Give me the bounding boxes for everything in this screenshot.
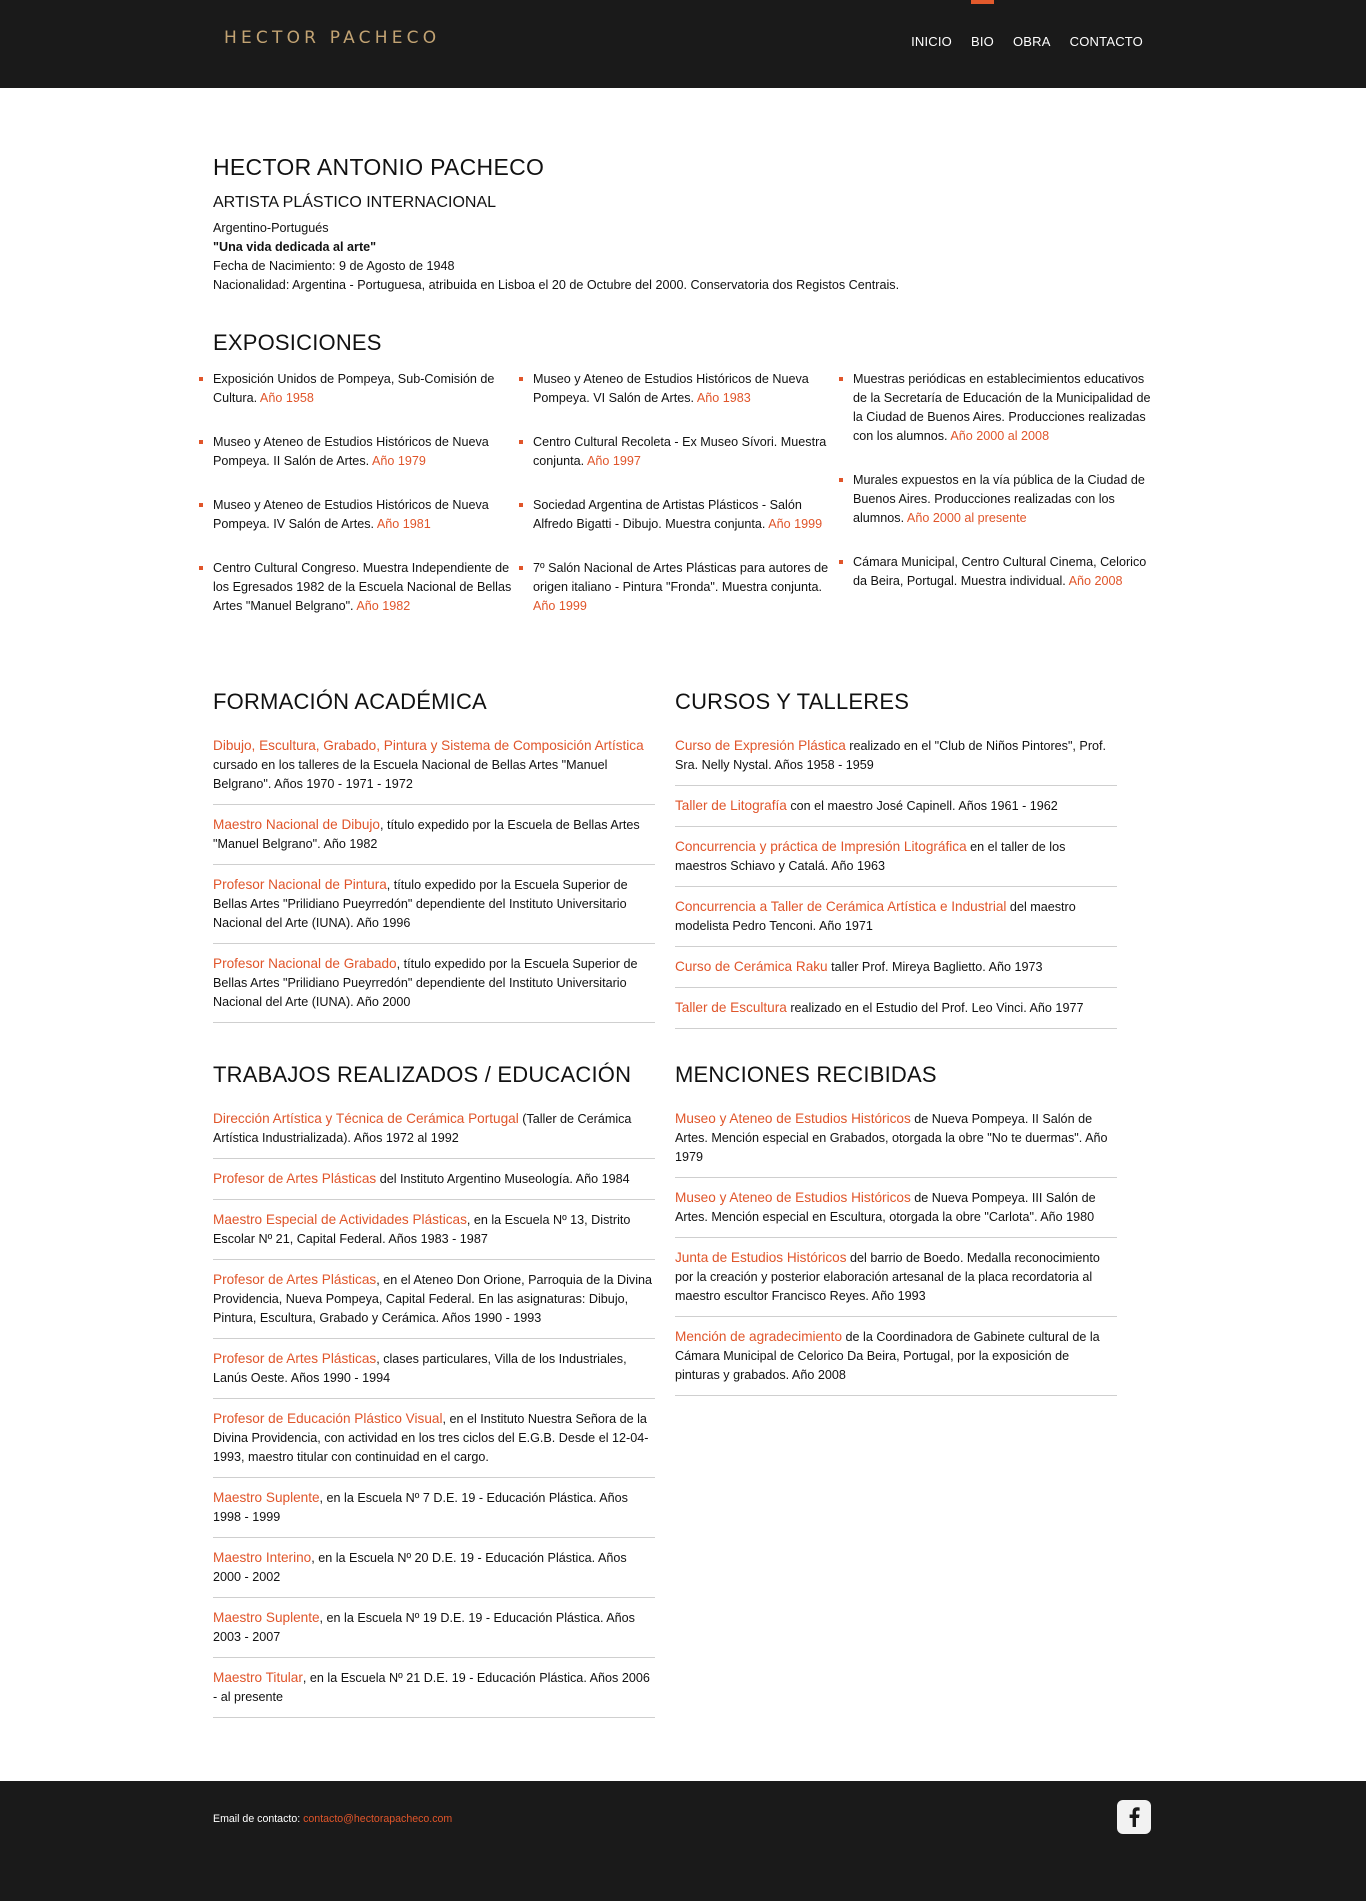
menciones-entry-text: de Nueva Pompeya. III Salón de Artes. Mención especial en Escultura, otorgada la obre "Carlota". Año 1980 xyxy=(675,1191,1096,1224)
main-nav xyxy=(892,34,1143,49)
exposicion-text: Museo y Ateneo de Estudios Históricos de Nueva Pompeya. VI Salón de Artes. xyxy=(533,372,809,405)
trabajos-entry-title: Maestro Especial de Actividades Plásticas xyxy=(213,1212,467,1227)
bio-details xyxy=(213,219,899,295)
email-link[interactable]: contacto@hectorapacheco.com xyxy=(303,1813,453,1825)
cursos-entry-text: con el maestro José Capinell. Años 1961 - 1962 xyxy=(786,799,1058,813)
formacion-entry-text: , título expedido por la Escuela Superior de Bellas Artes "Prilidiano Pueyrredón" dependiente del Instituto Universitario Nacional del Arte (IUNA). Año 1996 xyxy=(213,878,628,930)
exposicion-item xyxy=(853,370,1153,446)
exposicion-item xyxy=(213,370,513,408)
page-title: HECTOR ANTONIO PACHECO xyxy=(213,154,545,180)
formacion-entry xyxy=(213,805,655,865)
exposicion-year: Año 1983 xyxy=(696,391,751,405)
trabajos-entry-text: , en el Ateneo Don Orione, Parroquia de la Divina Providencia, Nueva Pompeya, Capital Federal. En las asignaturas: Dibujo, Pintura, Escultura, Grabado y Cerámica. Años 1990 - 1993 xyxy=(213,1273,653,1325)
exposiciones-column-2 xyxy=(533,370,833,641)
menciones-entry-title: Mención de agradecimiento xyxy=(675,1329,843,1344)
formacion-entry-text: , título expedido por la Escuela Superior de Bellas Artes "Prilidiano Pueyrredón" dependiente del Instituto Universitario Nacional del Arte (IUNA). Año 2000 xyxy=(213,957,638,1009)
trabajos-entry-title: Profesor de Educación Plástico Visual xyxy=(213,1411,443,1426)
exposicion-item xyxy=(533,433,833,471)
site-header xyxy=(0,0,1366,88)
exposicion-text: Centro Cultural Congreso. Muestra Independiente de los Egresados 1982 de la Escuela Nacional de Bellas Artes "Manuel Belgrano". xyxy=(213,561,512,613)
formacion-heading: FORMACIÓN ACADÉMICA xyxy=(213,689,487,714)
exposicion-text: Centro Cultural Recoleta - Ex Museo Sívori. Muestra conjunta. xyxy=(533,435,827,468)
exposicion-text: Muestras periódicas en establecimientos educativos de la Secretaría de Educación de la Municipalidad de la Ciudad de Buenos Aires. Producciones realizadas con los alumnos. xyxy=(853,372,1151,443)
exposiciones-column-3 xyxy=(853,370,1153,616)
cursos-entry-title: Curso de Expresión Plástica xyxy=(675,738,846,753)
trabajos-entry-text: , en el Instituto Nuestra Señora de la Divina Providencia, con actividad en los tres ciclos del E.G.B. Desde el 12-04-1993, maestro titular con continuidad en el cargo. xyxy=(213,1412,649,1464)
trabajos-entry-title: Maestro Interino xyxy=(213,1550,312,1565)
cursos-entry xyxy=(675,786,1117,827)
formacion-entry-title: Dibujo, Escultura, Grabado, Pintura y Sistema de Composición Artística xyxy=(213,738,644,753)
menciones-entry-text: de Nueva Pompeya. II Salón de Artes. Mención especial en Grabados, otorgada la obre "No te duermas". Año 1979 xyxy=(675,1112,1108,1164)
exposicion-item xyxy=(853,471,1153,528)
trabajos-entry-text: , en la Escuela Nº 7 D.E. 19 - Educación Plástica. Años 1998 - 1999 xyxy=(213,1491,628,1524)
exposicion-item xyxy=(533,370,833,408)
exposicion-item xyxy=(533,496,833,534)
trabajos-entry-text: , clases particulares, Villa de los Industriales, Lanús Oeste. Años 1990 - 1994 xyxy=(213,1352,627,1385)
exposicion-text: Exposición Unidos de Pompeya, Sub-Comisión de Cultura. xyxy=(213,372,495,405)
exposicion-item xyxy=(213,559,513,616)
exposicion-year: Año 1958 xyxy=(259,391,314,405)
trabajos-entry xyxy=(213,1478,655,1538)
exposiciones-heading: EXPOSICIONES xyxy=(213,330,382,355)
trabajos-entry-title: Maestro Titular xyxy=(213,1670,303,1685)
trabajos-entry-title: Dirección Artística y Técnica de Cerámica Portugal xyxy=(213,1111,519,1126)
cursos-entry xyxy=(675,887,1117,947)
cursos-entry-text: en el taller de los maestros Schiavo y Catalá. Año 1963 xyxy=(675,840,1066,873)
cursos-entry-title: Concurrencia a Taller de Cerámica Artística e Industrial xyxy=(675,899,1007,914)
page-subtitle: ARTISTA PLÁSTICO INTERNACIONAL xyxy=(213,194,497,211)
cursos-heading: CURSOS Y TALLERES xyxy=(675,689,910,714)
exposicion-text: Sociedad Argentina de Artistas Plásticos - Salón Alfredo Bigatti - Dibujo. Muestra conjunta. xyxy=(533,498,802,531)
menciones-entry-text: del barrio de Boedo. Medalla reconocimiento por la creación y posterior elaboración artesanal de la placa recordatoria al maestro escultor Francisco Reyes. Año 1993 xyxy=(675,1251,1100,1303)
cursos-entry-text: realizado en el "Club de Niños Pintores", Prof. Sra. Nelly Nystal. Años 1958 - 1959 xyxy=(675,739,1107,772)
menciones-entry-title: Junta de Estudios Históricos xyxy=(675,1250,847,1265)
nav-contacto[interactable]: CONTACTO xyxy=(1069,34,1143,49)
cursos-list xyxy=(675,726,1117,1029)
formacion-entry xyxy=(213,865,655,944)
facebook-icon[interactable] xyxy=(1117,1800,1151,1834)
formacion-entry-title: Maestro Nacional de Dibujo xyxy=(213,817,380,832)
site-footer xyxy=(0,1781,1366,1901)
exposicion-text: Museo y Ateneo de Estudios Históricos de Nueva Pompeya. IV Salón de Artes. xyxy=(213,498,489,531)
trabajos-entry-text: , en la Escuela Nº 20 D.E. 19 - Educación Plástica. Años 2000 - 2002 xyxy=(213,1551,627,1584)
cursos-entry xyxy=(675,947,1117,988)
email-label: Email de contacto: xyxy=(213,1813,301,1825)
menciones-entry xyxy=(675,1178,1117,1238)
trabajos-heading: TRABAJOS REALIZADOS / EDUCACIÓN xyxy=(213,1062,632,1087)
nav-bio[interactable]: BIO xyxy=(971,34,994,49)
menciones-entry-title: Museo y Ateneo de Estudios Históricos xyxy=(675,1190,911,1205)
trabajos-entry-text: , en la Escuela Nº 19 D.E. 19 - Educación Plástica. Años 2003 - 2007 xyxy=(213,1611,635,1644)
exposicion-year: Año 2000 al presente xyxy=(906,511,1027,525)
formacion-entry-text: , título expedido por la Escuela de Bellas Artes "Manuel Belgrano". Año 1982 xyxy=(213,818,640,851)
formacion-list xyxy=(213,726,655,1023)
exposicion-year: Año 1999 xyxy=(533,599,587,613)
cursos-entry xyxy=(675,988,1117,1029)
exposiciones-column-1 xyxy=(213,370,513,641)
exposicion-text: 7º Salón Nacional de Artes Plásticas para autores de origen italiano - Pintura "Fronda". Muestra conjunta. xyxy=(533,561,829,594)
trabajos-entry-title: Maestro Suplente xyxy=(213,1610,320,1625)
trabajos-entry xyxy=(213,1658,655,1718)
exposicion-text: Museo y Ateneo de Estudios Históricos de Nueva Pompeya. II Salón de Artes. xyxy=(213,435,489,468)
trabajos-entry xyxy=(213,1200,655,1260)
facebook-glyph xyxy=(1127,1807,1141,1827)
footer-email xyxy=(213,1813,452,1825)
cursos-entry-text: del maestro modelista Pedro Tenconi. Año 1971 xyxy=(675,900,1076,933)
formacion-entry-title: Profesor Nacional de Grabado xyxy=(213,956,397,971)
site-logo[interactable]: HECTOR PACHECO xyxy=(224,28,441,48)
exposicion-item xyxy=(213,496,513,534)
cursos-entry-title: Concurrencia y práctica de Impresión Litográfica xyxy=(675,839,967,854)
bio-origin: Argentino-Portugués xyxy=(213,221,329,235)
trabajos-entry-text: , en la Escuela Nº 21 D.E. 19 - Educación Plástica. Años 2006 - al presente xyxy=(213,1671,650,1704)
exposicion-year: Año 1997 xyxy=(586,454,641,468)
cursos-entry-text: taller Prof. Mireya Baglietto. Año 1973 xyxy=(827,960,1043,974)
trabajos-entry-title: Profesor de Artes Plásticas xyxy=(213,1171,377,1186)
trabajos-entry xyxy=(213,1399,655,1478)
trabajos-entry xyxy=(213,1339,655,1399)
trabajos-entry xyxy=(213,1598,655,1658)
trabajos-entry xyxy=(213,1159,655,1200)
menciones-entry xyxy=(675,1317,1117,1396)
cursos-entry-title: Curso de Cerámica Raku xyxy=(675,959,828,974)
menciones-heading: MENCIONES RECIBIDAS xyxy=(675,1062,937,1087)
formacion-entry-title: Profesor Nacional de Pintura xyxy=(213,877,387,892)
trabajos-list xyxy=(213,1099,655,1718)
menciones-entry-text: de la Coordinadora de Gabinete cultural de la Cámara Municipal de Celorico Da Beira, Portugal, por la exposición de pinturas y grabados. Año 2008 xyxy=(675,1330,1100,1382)
cursos-entry xyxy=(675,726,1117,786)
trabajos-entry xyxy=(213,1260,655,1339)
exposicion-item xyxy=(213,433,513,471)
nav-obra[interactable]: OBRA xyxy=(1013,34,1051,49)
cursos-entry-title: Taller de Litografía xyxy=(675,798,787,813)
menciones-entry xyxy=(675,1099,1117,1178)
trabajos-entry xyxy=(213,1099,655,1159)
cursos-entry xyxy=(675,827,1117,887)
formacion-entry xyxy=(213,944,655,1023)
trabajos-entry-text: (Taller de Cerámica Artística Industrializada). Años 1972 al 1992 xyxy=(213,1112,632,1145)
exposicion-year: Año 2008 xyxy=(1068,574,1123,588)
menciones-entry-title: Museo y Ateneo de Estudios Históricos xyxy=(675,1111,911,1126)
formacion-entry xyxy=(213,726,655,805)
exposicion-text: Murales expuestos en la vía pública de la Ciudad de Buenos Aires. Producciones realizadas con los alumnos. xyxy=(853,473,1145,525)
exposicion-year: Año 1982 xyxy=(356,599,411,613)
cursos-entry-text: realizado en el Estudio del Prof. Leo Vinci. Año 1977 xyxy=(786,1001,1084,1015)
exposicion-year: Año 1999 xyxy=(768,517,823,531)
bio-nationality: Nacionalidad: Argentina - Portuguesa, atribuida en Lisboa el 20 de Octubre del 2000. Conservatoria dos Registos Centrais. xyxy=(213,278,900,292)
menciones-list xyxy=(675,1099,1117,1396)
formacion-entry-text: cursado en los talleres de la Escuela Nacional de Bellas Artes "Manuel Belgrano". Años 1970 - 1971 - 1972 xyxy=(213,758,608,791)
exposicion-text: Cámara Municipal, Centro Cultural Cinema, Celorico da Beira, Portugal. Muestra individual. xyxy=(853,555,1147,588)
cursos-entry-title: Taller de Escultura xyxy=(675,1000,787,1015)
trabajos-entry-text: , en la Escuela Nº 13, Distrito Escolar Nº 21, Capital Federal. Años 1983 - 1987 xyxy=(213,1213,631,1246)
trabajos-entry-title: Profesor de Artes Plásticas xyxy=(213,1351,377,1366)
trabajos-entry-title: Profesor de Artes Plásticas xyxy=(213,1272,377,1287)
menciones-entry xyxy=(675,1238,1117,1317)
exposicion-item xyxy=(533,559,833,616)
trabajos-entry-text: del Instituto Argentino Museología. Año 1984 xyxy=(376,1172,630,1186)
exposicion-year: Año 1979 xyxy=(371,454,426,468)
nav-inicio[interactable]: INICIO xyxy=(911,34,952,49)
exposicion-year: Año 2000 al 2008 xyxy=(950,429,1050,443)
trabajos-entry xyxy=(213,1538,655,1598)
trabajos-entry-title: Maestro Suplente xyxy=(213,1490,320,1505)
exposicion-year: Año 1981 xyxy=(376,517,431,531)
bio-motto: "Una vida dedicada al arte" xyxy=(213,240,377,254)
exposicion-item xyxy=(853,553,1153,591)
bio-birth: Fecha de Nacimiento: 9 de Agosto de 1948 xyxy=(213,259,455,273)
